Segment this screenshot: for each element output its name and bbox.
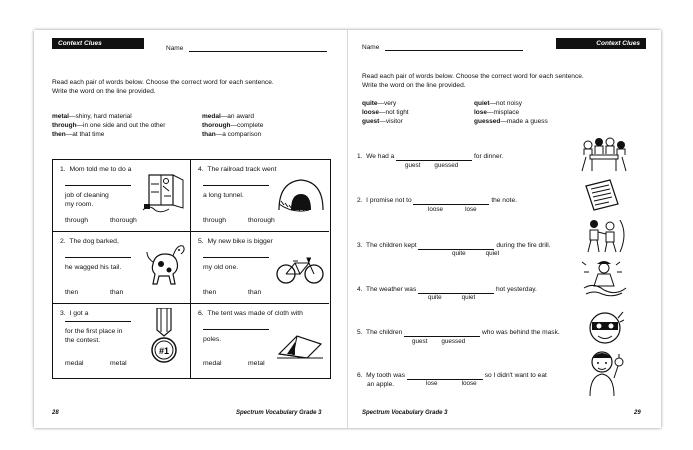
question-5-choices: guest guessed [412, 338, 466, 345]
answer-line[interactable] [65, 184, 131, 186]
left-name-row [166, 45, 327, 52]
right-section-tag: Context Clues [556, 38, 646, 49]
exercise-item-1: 1. Mom told me to do a job of cleaning my room. through thorough [53, 160, 191, 232]
question-2: 2. I promise not to the note. [357, 197, 517, 204]
train-tunnel-icon [277, 174, 325, 214]
exercise-item-5: 5. My new bike is bigger my old one. then than [191, 232, 329, 304]
answer-line[interactable] [203, 184, 269, 186]
question-6: 6. My tooth was so I didn't want to eat an apple. [357, 372, 547, 388]
left-instructions: Read each pair of words below. Choose the correct word for each sentence. Write the word on the line provided. [52, 79, 274, 95]
left-page: Context Clues Name Read each pair of words below. Choose the correct word for each sentence. Write the word on the line provided. metal—shiny, hard material medal—an award through—in one side and out the other thorough—complete then—at that time than—a comparison 1. Mom told me to do a job of cleaning my room. through thorough 2. The dog barked, he wagged his tail. then than 3. I got a for the first place in the contest. medal metal #1 4. The railroad track went a long tunnel. through thorough 5. My new bike is bigger my old one. then than 6. The tent was made of cloth with poles. medal metal 28 Spectrum Vocabulary Grade 3 [34, 30, 347, 428]
right-instructions: Read each pair of words below. Choose the correct word for each sentence. Write the word on the line provided. [362, 73, 584, 89]
family-dinner-icon [580, 135, 628, 173]
question-1: 1. We had a for dinner. [357, 153, 504, 160]
child-with-apple-icon [584, 348, 626, 398]
question-4: 4. The weather was hot yesterday. [357, 286, 537, 293]
answer-line[interactable] [407, 372, 483, 380]
medal-icon [149, 308, 179, 368]
bicycle-icon [275, 256, 325, 286]
right-name-label: Name [362, 44, 380, 51]
answer-line[interactable] [65, 320, 131, 322]
messy-closet-icon [141, 172, 185, 214]
barking-dog-icon [143, 238, 187, 286]
exercise-item-2: 2. The dog barked, he wagged his tail. then than [53, 232, 191, 304]
answer-line[interactable] [413, 197, 489, 205]
masked-child-icon [586, 308, 624, 348]
answer-line[interactable] [65, 256, 131, 258]
answer-line[interactable] [203, 256, 269, 258]
question-4-choices: quite quiet [428, 294, 476, 301]
note-paper-icon [582, 178, 622, 212]
question-5: 5. The children who was behind the mask. [357, 329, 560, 336]
right-page: Name Context Clues Read each pair of words below. Choose the correct word for each sentence. Write the word on the line provided. quite—very quiet—not noisy loose—not tight lose—misplace guest—visitor guessed—made a guess 1. We had a for dinner. guest guessed 2. I promise not to the note. loose lose 3. The children kept during the fire drill. quite quiet 4. The weather was hot yesterday. quite quiet 5. The children who was behind the mask. guest guessed 6. My tooth was so I didn't want to eat an apple. lose loose Spectrum Vocabulary Grade 3 29 [348, 30, 661, 428]
left-page-number: 28 [52, 410, 59, 416]
question-6-choices: lose loose [426, 380, 477, 387]
question-2-choices: loose lose [428, 206, 477, 213]
answer-line[interactable] [404, 329, 480, 337]
hot-weather-icon [580, 258, 628, 298]
left-name-label: Name [166, 45, 184, 52]
question-3: 3. The children kept during the fire drill. [357, 242, 551, 249]
exercise-item-6: 6. The tent was made of cloth with poles. medal metal [191, 304, 329, 378]
answer-line[interactable] [418, 286, 494, 294]
exercise-grid [52, 159, 331, 379]
answer-line[interactable] [203, 328, 269, 330]
right-name-row [362, 44, 523, 51]
left-footer: Spectrum Vocabulary Grade 3 [236, 410, 322, 416]
answer-line[interactable] [418, 242, 494, 250]
medal-label: #1 [158, 346, 170, 356]
exercise-item-3: 3. I got a for the first place in the contest. medal metal #1 [53, 304, 191, 378]
question-3-choices: quite quiet [452, 250, 500, 257]
right-footer: Spectrum Vocabulary Grade 3 [362, 410, 448, 416]
right-page-number: 29 [634, 410, 641, 416]
workbook-spread [34, 30, 661, 428]
answer-line[interactable] [396, 153, 472, 161]
right-name-line[interactable] [385, 44, 523, 51]
tent-icon [275, 330, 325, 360]
children-fire-drill-icon [582, 218, 628, 254]
question-1-choices: guest guessed [405, 162, 459, 169]
left-name-line[interactable] [189, 45, 327, 52]
exercise-item-4: 4. The railroad track went a long tunnel. through thorough [191, 160, 329, 232]
left-section-tag: Context Clues [52, 38, 144, 49]
